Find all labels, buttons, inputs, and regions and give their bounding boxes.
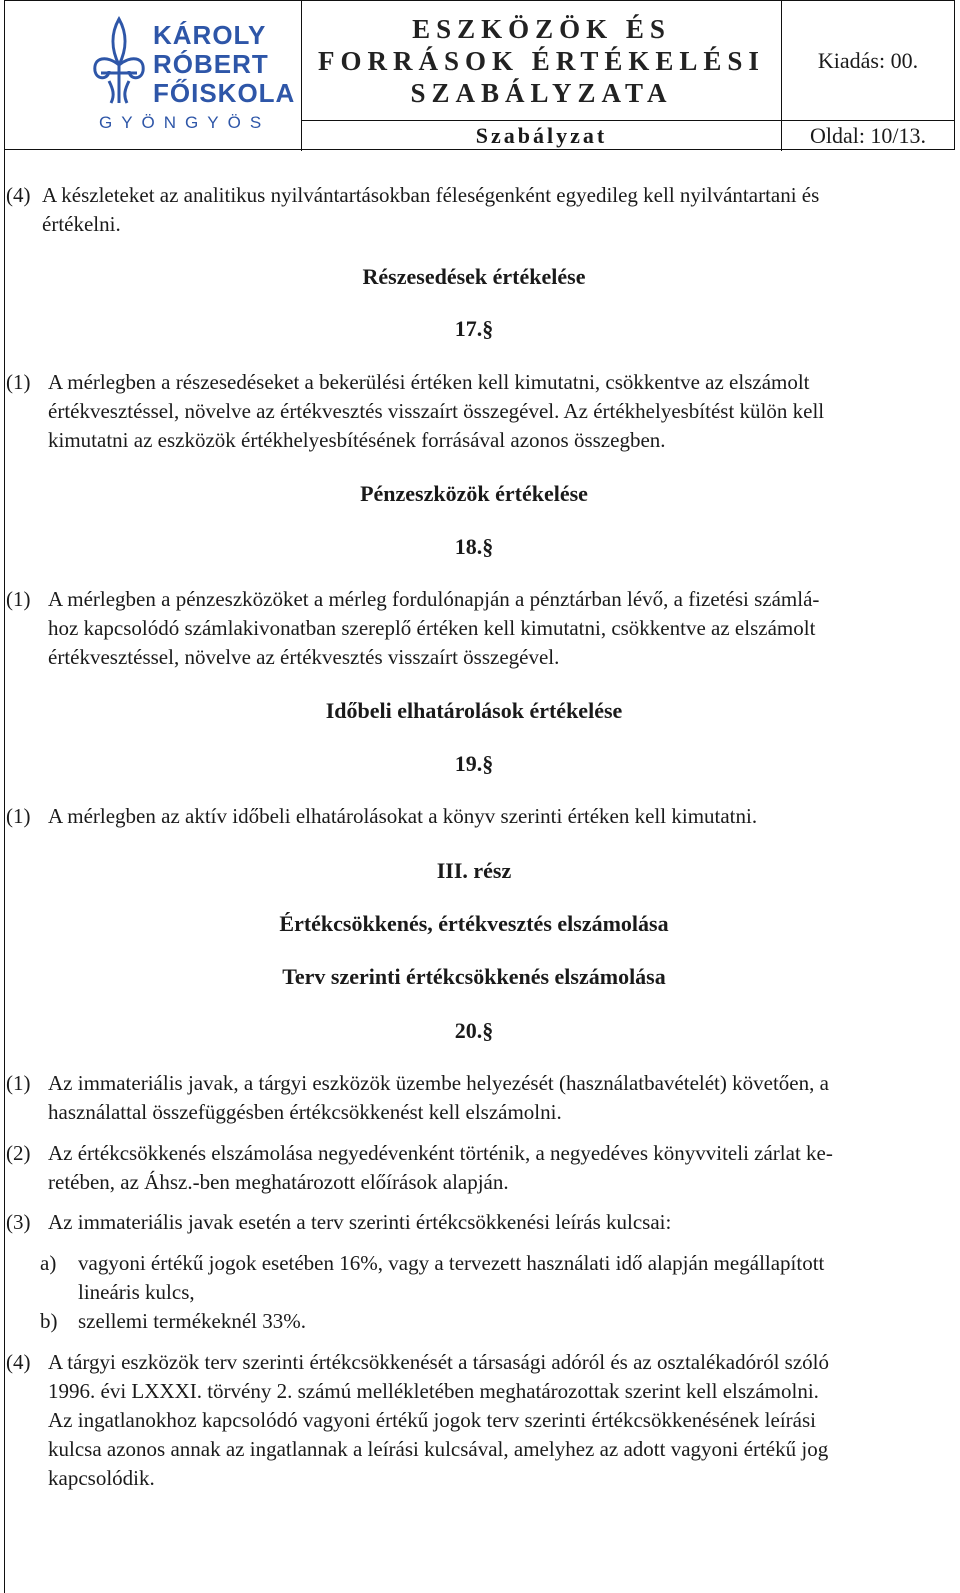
paragraph-line: hoz kapcsolódó számlakivonatban szereplő értéken kell kimutatni, csökkentve az elszámolt [48, 616, 816, 640]
section-heading: Részesedések értékelése [362, 264, 586, 289]
section-number: 19.§ [454, 751, 494, 776]
paragraph-number: (1) [6, 587, 31, 611]
title-line-3: SZABÁLYZATA [410, 77, 673, 108]
list-item-line: szellemi termékeknél 33%. [78, 1309, 306, 1333]
section-heading: Terv szerinti értékcsökkenés elszámolása [282, 964, 666, 989]
list-item-line: vagyoni értékű jogok esetében 16%, vagy a tervezett használati idő alapján megállapított [78, 1251, 825, 1275]
fleur-de-lis-icon [89, 15, 149, 107]
paragraph-line: értékelni. [42, 212, 121, 236]
paragraph-line: retében, az Áhsz.-ben meghatározott előírások alapján. [48, 1170, 509, 1194]
paragraph-line: A tárgyi eszközök terv szerinti értékcsökkenését a társasági adóról és az osztalékadóról szóló [48, 1350, 829, 1374]
list-item-label: b) [40, 1309, 58, 1333]
paragraph-number: (1) [6, 370, 31, 394]
page-number: Oldal: 10/13. [809, 123, 927, 148]
paragraph-line: 1996. évi LXXXI. törvény 2. számú mellékletében meghatározottak szerint kell elszámolni. [48, 1379, 819, 1403]
title-line-1: ESZKÖZÖK ÉS [412, 13, 671, 44]
paragraph-line: használattal összefüggésben értékcsökkenést kell elszámolni. [48, 1100, 562, 1124]
logo-wordmark [153, 21, 295, 108]
logo-line-1: KÁROLY [153, 20, 267, 50]
paragraph-line: kimutatni az eszközök értékhelyesbítésének forrásával azonos összegben. [48, 428, 666, 452]
paragraph-line: Az ingatlanokhoz kapcsolódó vagyoni értékű jogok terv szerinti értékcsökkenésének leírási [48, 1408, 816, 1432]
logo-line-3: FŐISKOLA [153, 78, 296, 108]
document-type: Szabályzat [302, 121, 782, 151]
section-number: 20.§ [454, 1018, 494, 1043]
paragraph-line: A mérlegben a pénzeszközöket a mérleg fordulónapján a pénztárban lévő, a fizetési számlá- [48, 587, 820, 611]
page-left-border [4, 0, 5, 1593]
paragraph-line: értékvesztéssel, növelve az értékvesztés visszaírt összegével. Az értékhelyesbítést külön kell [48, 399, 825, 423]
section-heading: Pénzeszközök értékelése [360, 481, 588, 506]
logo-city: GYÖNGYÖS [99, 113, 271, 132]
paragraph-line: A mérlegben a részesedéseket a bekerülési értéken kell kimutatni, csökkentve az elszámolt [48, 370, 810, 394]
paragraph-number: (4) [6, 183, 31, 207]
paragraph-number: (1) [6, 1071, 31, 1095]
paragraph-line: kapcsolódik. [48, 1466, 155, 1490]
paragraph-number: (3) [6, 1210, 31, 1234]
paragraph-line: A mérlegben az aktív időbeli elhatárolásokat a könyv szerinti értéken kell kimutatni. [48, 804, 758, 828]
chapter-heading: Értékcsökkenés, értékvesztés elszámolása [279, 911, 669, 936]
paragraph-line: Az immateriális javak esetén a terv szerinti értékcsökkenési leírás kulcsai: [48, 1210, 672, 1234]
paragraph-number: (1) [6, 804, 31, 828]
paragraph-line: kulcsa azonos annak az ingatlannak a leírási kulcsával, amelyhez az adott vagyoni értékű jog [48, 1437, 829, 1461]
title-line-2: FORRÁSOK ÉRTÉKELÉSI [318, 45, 765, 76]
document-title [302, 1, 782, 121]
section-heading: Időbeli elhatárolások értékelése [325, 698, 623, 723]
issue-number: Kiadás: 00. [782, 1, 954, 121]
paragraph-line: értékvesztéssel, növelve az értékvesztés visszaírt összegével. [48, 645, 560, 669]
paragraph-line: Az immateriális javak, a tárgyi eszközök üzembe helyezését (használatbavételét) követően, a [48, 1071, 829, 1095]
logo-cell [5, 1, 302, 151]
section-number: 18.§ [454, 534, 494, 559]
document-header [4, 0, 955, 150]
paragraph-line: Az értékcsökkenés elszámolása negyedévenként történik, a negyedéves könyvviteli zárlat ke- [48, 1141, 833, 1165]
list-item-line: lineáris kulcs, [78, 1280, 195, 1304]
logo-line-2: RÓBERT [153, 49, 269, 79]
list-item-label: a) [40, 1251, 57, 1275]
paragraph-number: (4) [6, 1350, 31, 1374]
paragraph-line: A készleteket az analitikus nyilvántartásokban féleségenként egyedileg kell nyilvántartani és [42, 183, 820, 207]
paragraph-number: (2) [6, 1141, 31, 1165]
part-heading: III. rész [436, 858, 512, 883]
section-number: 17.§ [454, 316, 494, 341]
